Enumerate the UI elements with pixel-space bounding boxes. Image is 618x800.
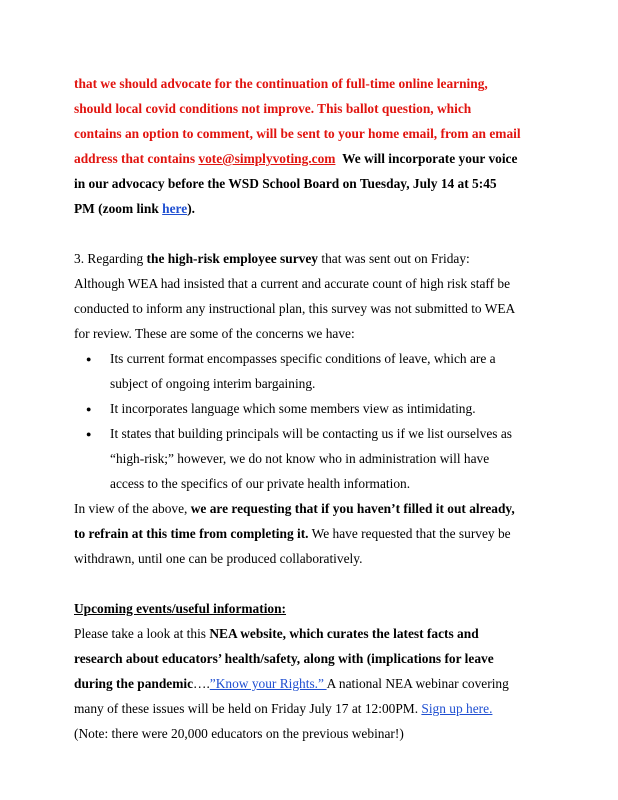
section-heading: Upcoming events/useful information: — [74, 601, 287, 616]
bold-text: to refrain at this time from completing it. — [74, 526, 309, 541]
zoom-link[interactable]: here — [162, 201, 188, 216]
bullet-icon: ● — [86, 404, 92, 414]
sign-up-link[interactable]: Sign up here. — [421, 701, 493, 716]
text: …. — [193, 676, 210, 691]
bullet-line: Its current format encompasses specific conditions of leave, which are a — [110, 351, 496, 366]
bullet-icon: ● — [86, 429, 92, 439]
bold-text: the high-risk employee survey — [146, 251, 318, 266]
paragraph-line — [74, 251, 470, 267]
text: A national NEA webinar covering — [326, 676, 509, 691]
bold-text-line: research about educators’ health/safety, along with (implications for leave — [74, 651, 494, 666]
bold-text: during the pandemic — [74, 676, 194, 691]
text: that was sent out on Friday: — [318, 251, 470, 266]
paragraph-line — [74, 501, 515, 517]
know-your-rights-link[interactable]: ”Know your Rights.” — [209, 676, 327, 691]
red-text-line: that we should advocate for the continuation of full-time online learning, — [74, 76, 488, 91]
text: We have requested that the survey be — [308, 526, 511, 541]
bullet-line: “high-risk;” however, we do not know who in administration will have — [110, 451, 490, 466]
text: 3. Regarding — [74, 251, 147, 266]
bold-text: PM (zoom link — [74, 201, 163, 216]
bullet-line: access to the specifics of our private health information. — [110, 476, 411, 491]
paragraph-line — [74, 526, 511, 542]
red-text: address that contains — [74, 151, 199, 166]
bold-text: we are requesting that if you haven’t filled it out already, — [190, 501, 515, 516]
red-text-line: contains an option to comment, will be sent to your home email, from an email — [74, 126, 521, 141]
paragraph-line — [74, 676, 509, 692]
email-link[interactable]: vote@simplyvoting.com — [198, 151, 336, 166]
bold-text: ). — [187, 201, 196, 216]
bold-text: NEA website, which curates the latest facts and — [209, 626, 479, 641]
paragraph-line: for review. These are some of the concerns we have: — [74, 326, 355, 341]
paragraph-line — [74, 701, 492, 717]
paragraph-line: conducted to inform any instructional plan, this survey was not submitted to WEA — [74, 301, 516, 316]
paragraph-line — [74, 626, 479, 642]
text: Please take a look at this — [74, 626, 210, 641]
paragraph-line: withdrawn, until one can be produced collaboratively. — [74, 551, 363, 566]
text: many of these issues will be held on Friday July 17 at 12:00PM. — [74, 701, 422, 716]
bullet-line: subject of ongoing interim bargaining. — [110, 376, 316, 391]
bullet-icon: ● — [86, 354, 92, 364]
bold-text-line: in our advocacy before the WSD School Board on Tuesday, July 14 at 5:45 — [74, 176, 497, 191]
bullet-line: It states that building principals will be contacting us if we list ourselves as — [110, 426, 513, 441]
bold-text: We will incorporate your voice — [342, 151, 518, 166]
paragraph-line: (Note: there were 20,000 educators on the previous webinar!) — [74, 726, 404, 741]
bullet-line: It incorporates language which some members view as intimidating. — [110, 401, 476, 416]
paragraph-line: Although WEA had insisted that a current and accurate count of high risk staff be — [74, 276, 511, 291]
paragraph-line — [74, 151, 517, 167]
paragraph-line — [74, 201, 195, 217]
text: In view of the above, — [74, 501, 191, 516]
red-text-line: should local covid conditions not improve. This ballot question, which — [74, 101, 472, 116]
